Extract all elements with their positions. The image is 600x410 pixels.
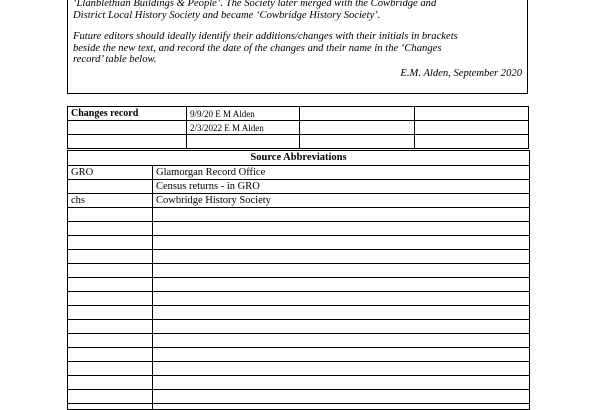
note-line: District Local History Society and became ‘Cowbridge History Society’. xyxy=(73,10,522,22)
abbr-meaning: Census returns - in GRO xyxy=(153,180,530,194)
table-row xyxy=(68,404,529,410)
changes-cell-empty xyxy=(68,135,187,149)
abbr-code xyxy=(68,320,153,334)
abbr-meaning: Cowbridge History Society xyxy=(153,194,530,208)
editor-note xyxy=(67,0,528,94)
changes-entry: 9/9/20 E M Alden xyxy=(187,107,300,121)
abbr-code: chs xyxy=(68,194,153,208)
abbr-meaning xyxy=(153,292,530,306)
note-line: record’ table below. xyxy=(73,54,522,66)
changes-record-heading: Changes record xyxy=(68,107,187,121)
note-signature: E.M. Alden, September 2020 xyxy=(73,68,522,80)
abbr-code xyxy=(68,236,153,250)
changes-cell-empty xyxy=(300,107,415,121)
source-abbreviations xyxy=(67,150,530,410)
changes-cell-empty xyxy=(300,135,415,149)
table-row xyxy=(68,376,529,390)
abbr-meaning xyxy=(153,264,530,278)
changes-entry xyxy=(187,135,300,149)
abbr-meaning xyxy=(153,404,530,410)
table-row xyxy=(68,166,529,180)
table-row xyxy=(68,194,529,208)
abbr-code xyxy=(68,250,153,264)
abbr-code xyxy=(68,376,153,390)
abbr-meaning xyxy=(153,334,530,348)
abbr-code xyxy=(68,264,153,278)
abbr-code xyxy=(68,180,153,194)
changes-cell-empty xyxy=(415,121,529,135)
table-row xyxy=(68,236,529,250)
table-row xyxy=(68,208,529,222)
table-row xyxy=(68,292,529,306)
table-row xyxy=(68,135,529,149)
abbr-code xyxy=(68,362,153,376)
changes-cell-empty xyxy=(300,121,415,135)
source-abbreviations-title: Source Abbreviations xyxy=(68,151,529,166)
changes-cell-empty xyxy=(68,121,187,135)
abbr-code: GRO xyxy=(68,166,153,180)
table-row xyxy=(68,334,529,348)
abbr-meaning xyxy=(153,278,530,292)
table-row xyxy=(68,250,529,264)
table-row xyxy=(68,278,529,292)
table-row xyxy=(68,320,529,334)
note-line: ‘Llanblethian Buildings & People’. The Society later merged with the Cowbridge and xyxy=(73,0,522,10)
table-row xyxy=(68,107,529,121)
changes-record-table xyxy=(67,106,529,149)
abbr-meaning xyxy=(153,208,530,222)
abbr-meaning xyxy=(153,236,530,250)
changes-entry: 2/3/2022 E M Alden xyxy=(187,121,300,135)
abbr-meaning: Glamorgan Record Office xyxy=(153,166,530,180)
table-row xyxy=(68,264,529,278)
abbr-code xyxy=(68,348,153,362)
table-row xyxy=(68,362,529,376)
note-line: Future editors should ideally identify their additions/changes with their initials in brackets xyxy=(73,31,522,43)
table-row xyxy=(68,180,529,194)
abbr-meaning xyxy=(153,376,530,390)
abbr-code xyxy=(68,278,153,292)
abbr-meaning xyxy=(153,320,530,334)
note-line: beside the new text, and record the date of the changes and their name in the ‘Changes xyxy=(73,43,522,55)
abbr-code xyxy=(68,404,153,410)
abbr-code xyxy=(68,208,153,222)
abbr-code xyxy=(68,334,153,348)
abbr-code xyxy=(68,222,153,236)
changes-cell-empty xyxy=(415,107,529,121)
abbr-meaning xyxy=(153,362,530,376)
abbr-code xyxy=(68,390,153,404)
abbr-meaning xyxy=(153,348,530,362)
source-abbreviations-table xyxy=(68,166,529,410)
abbr-meaning xyxy=(153,222,530,236)
table-row xyxy=(68,306,529,320)
table-row xyxy=(68,121,529,135)
abbr-code xyxy=(68,292,153,306)
abbr-meaning xyxy=(153,306,530,320)
abbr-code xyxy=(68,306,153,320)
abbr-meaning xyxy=(153,250,530,264)
table-row xyxy=(68,222,529,236)
changes-cell-empty xyxy=(415,135,529,149)
table-row xyxy=(68,390,529,404)
table-row xyxy=(68,348,529,362)
abbr-meaning xyxy=(153,390,530,404)
